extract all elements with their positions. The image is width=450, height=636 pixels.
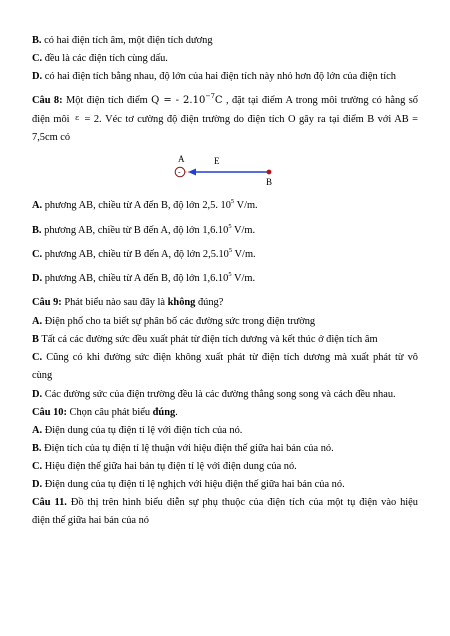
q9-option-a[interactable]: A. Điện phổ cho ta biết sự phân bố các đường sức trong điện trường — [32, 316, 316, 327]
point-b-dot — [267, 170, 272, 175]
point-a-label: A — [178, 154, 185, 164]
prev-option-d: D. có hai điện tích bằng nhau, độ lớn của hai điện tích này nhỏ hơn độ lớn của điện tích — [32, 71, 396, 82]
q10-option-a[interactable]: A. Điện dung của tụ điện tỉ lệ với điện tích của nó. — [32, 425, 243, 436]
q8-option-c[interactable]: C. phương AB, chiều từ B đến A, độ lớn 2,5.10$^5$ V/m. — [32, 246, 256, 260]
q8-formula: Q = - $2.10^{-7}C$ — [151, 91, 223, 106]
field-vector-arrowhead — [188, 169, 196, 176]
point-b-label: B — [266, 177, 273, 187]
q8-option-d[interactable]: D. phương AB, chiều từ A đến B, độ lớn 1,6.10$^5$ V/m. — [32, 270, 256, 284]
charge-sign: - — [178, 168, 181, 177]
epsilon-symbol: ε — [75, 113, 79, 122]
q11-label: Câu 11. — [32, 497, 67, 508]
q10-label: Câu 10: — [32, 407, 67, 418]
q8-stem-line1: Câu 8: Một điện tích điểm Q = - $2.10^{-7}C$ , đặt tại điểm A trong môi trường có hằng số — [32, 91, 419, 106]
q9-label: Câu 9: — [32, 297, 62, 308]
prev-option-c: C. đều là các điện tích cùng dấu. — [32, 53, 168, 64]
field-vector-figure — [160, 152, 280, 190]
q11-stem-line2: điện thế giữa hai bản của nó — [32, 515, 150, 526]
vector-e-label: E — [214, 156, 220, 166]
q8-option-a[interactable]: A. phương AB, chiều từ A đến B, độ lớn 2,5. $10^5$ V/m. — [32, 197, 258, 211]
q9-option-c[interactable]: C. Cũng có khi đường sức điện không xuất phát từ điện tích dương mà xuất phát từ vô — [32, 352, 418, 363]
q10-option-c[interactable]: C. Hiệu điện thế giữa hai bản tụ điện tỉ lệ với điện dung của nó. — [32, 461, 297, 472]
q8-stem-line3: 7,5cm có — [32, 132, 71, 143]
q8-label: Câu 8: — [32, 95, 63, 106]
q9-stem: Câu 9: Phát biểu nào sau đây là không đúng? — [32, 297, 224, 308]
q10-stem: Câu 10: Chọn câu phát biểu đúng. — [32, 407, 178, 418]
q9-option-d[interactable]: D. Các đường sức của điện trường đều là các đường thẳng song song và cách đều nhau. — [32, 389, 396, 400]
q8-stem-line2: điện môi ε = 2. Véc tơ cường độ điện trường do điện tích O gây ra tại điểm B với AB = — [32, 113, 418, 125]
q8-option-b[interactable]: B. phương AB, chiều từ B đến A, độ lớn 1,6.10$^5$ V/m. — [32, 222, 256, 236]
q9-option-c-cont: cùng — [32, 370, 53, 381]
q10-option-d[interactable]: D. Điện dung của tụ điện tỉ lệ nghịch với hiệu điện thế giữa hai bản của nó. — [32, 479, 345, 490]
prev-option-b: B. có hai điện tích âm, một điện tích dương — [32, 35, 213, 46]
q11-stem-line1: Câu 11. Đồ thị trên hình biểu diễn sự phụ thuộc của điện tích của một tụ điện vào hiệu — [32, 497, 418, 508]
q10-option-b[interactable]: B. Điện tích của tụ điện tỉ lệ thuận với hiệu điện thế giữa hai bản của nó. — [32, 443, 334, 454]
q9-option-b[interactable]: B Tất cả các đường sức đều xuất phát từ điện tích dương và kết thúc ở điện tích âm — [32, 334, 378, 345]
